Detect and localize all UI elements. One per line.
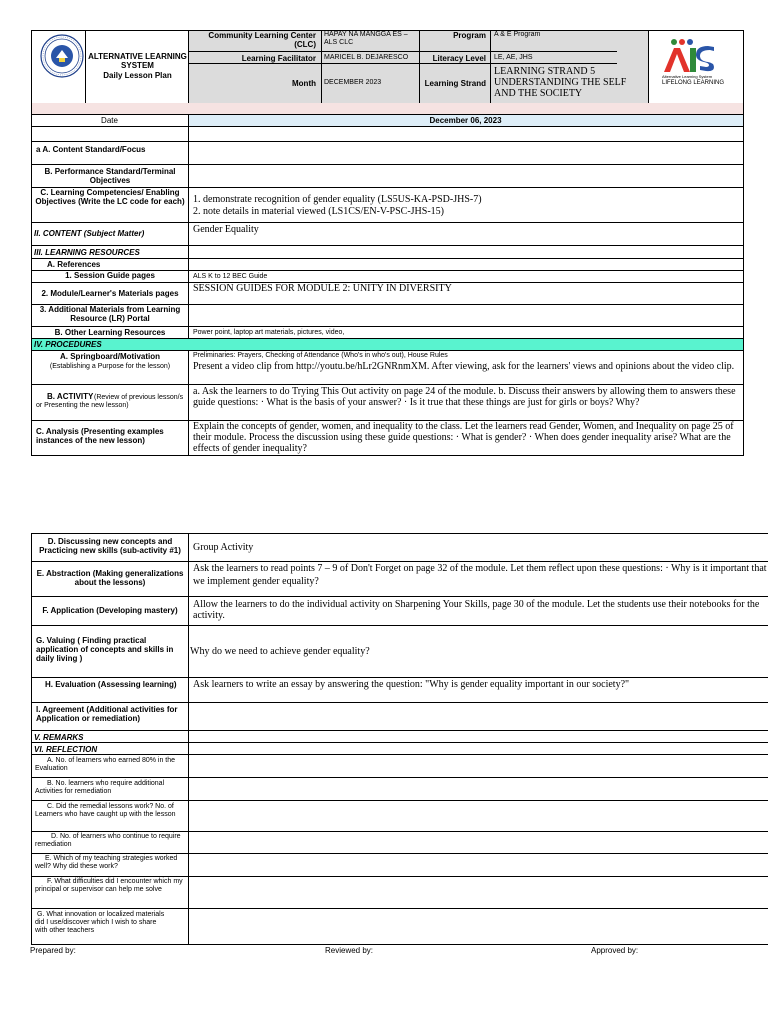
reflection-f: F. What difficulties did I encounter which my principal or supervisor can help me solve — [35, 878, 183, 893]
clc-value: HAPAY NA MANGGA ES – ALS CLC — [324, 31, 408, 46]
abstraction-value: Ask the learners to read points 7 – 9 of Don't Forget on page 32 of the module. Let them reflect upon these questions: · Why is it important that we implement gender equality? — [193, 563, 767, 587]
reflection-b: B. No. learners who require additional Activities for remediation — [35, 780, 165, 795]
discussing-label: D. Discussing new concepts and Practicing new skills (sub-activity #1) — [39, 537, 181, 555]
reflection-a: A. No. of learners who earned 80% in the Evaluation — [35, 757, 176, 772]
other-resources-value: Power point, laptop art materials, pictures, video, — [193, 329, 345, 336]
analysis-label: C. Analysis (Presenting examples instances of the new lesson) — [36, 427, 164, 445]
competency-2: 2. note details in material viewed (LS1CS/EN-V-PSC-JHS-15) — [193, 206, 444, 217]
other-resources-label: B. Other Learning Resources — [54, 328, 166, 337]
reflection-c: C. Did the remedial lessons work? No. of Learners who have caught up with the lesson — [35, 803, 176, 818]
activity-label: B. ACTIVITY — [47, 392, 94, 401]
abstraction-label: E. Abstraction (Making generalizations about the lessons) — [36, 569, 184, 587]
performance-standard-label: B. Performance Standard/Terminal Objectives — [44, 167, 176, 185]
springboard-label: A. Springboard/Motivation — [60, 352, 160, 361]
content-standard-label: a A. Content Standard/Focus — [36, 145, 146, 154]
springboard-value-2: Present a video clip from http://youtu.be/hLr2GNRnmXM. After viewing, ask for the learners' views and opinions about the video clip. — [193, 361, 735, 372]
agreement-label: I. Agreement (Additional activities for Application or remediation) — [36, 705, 178, 723]
als-logo-small: Alternative Learning System — [662, 74, 713, 79]
strand-value: LEARNING STRAND 5 UNDERSTANDING THE SELF AND THE SOCIETY — [494, 66, 627, 99]
learning-resources-label: III. LEARNING RESOURCES — [34, 248, 140, 257]
reflection-label: VI. REFLECTION — [34, 745, 98, 754]
month-label: Month — [292, 79, 316, 88]
als-logo — [660, 36, 736, 92]
module-label: 2. Module/Learner's Materials pages — [41, 289, 179, 298]
activity-value: a. Ask the learners to do Trying This Out activity on page 24 of the module. b. Discuss their answers by allowing them to answers these guide questions: · What is the basis of your answer? · Is it true that these things are just for girls or boys? Why? — [193, 386, 736, 408]
date-label: Date — [101, 116, 118, 125]
facilitator-label: Learning Facilitator — [241, 54, 316, 63]
references-label: A. References — [47, 260, 101, 269]
session-guide-value: ALS K to 12 BEC Guide — [193, 273, 268, 280]
als-logo-icon — [660, 36, 736, 76]
strand-label: Learning Strand — [424, 79, 486, 88]
clc-label: Community Learning Center (CLC) — [208, 31, 316, 49]
discussing-value: Group Activity — [193, 542, 254, 553]
date-value: December 06, 2023 — [429, 116, 502, 125]
valuing-value: Why do we need to achieve gender equality? — [190, 646, 370, 657]
approved-by: Approved by: — [591, 946, 639, 955]
als-logo-tagline: LIFELONG LEARNING — [662, 80, 725, 86]
content-label: II. CONTENT (Subject Matter) — [34, 229, 145, 238]
literacy-label: Literacy Level — [432, 54, 486, 63]
deped-seal-icon — [40, 34, 84, 78]
application-label: F. Application (Developing mastery) — [42, 606, 178, 615]
prepared-by: Prepared by: — [30, 946, 76, 955]
analysis-value: Explain the concepts of gender, women, and inequality to the class. Let the learners read Gender, Women, and Inequality on page 25 of their module. Process the discussion using these guide questions: · What is gender? · When does gender inequality arise? What are the effects of gender inequality? — [193, 421, 734, 454]
content-value: Gender Equality — [193, 224, 259, 235]
program-value: A & E Program — [494, 31, 541, 38]
springboard-sub: (Establishing a Purpose for the lesson) — [49, 363, 171, 370]
org-name-line1: ALTERNATIVE LEARNING — [88, 52, 187, 61]
springboard-value-1: Preliminaries: Prayers, Checking of Attendance (Who's in who's out), House Rules — [193, 352, 448, 359]
evaluation-label: H. Evaluation (Assessing learning) — [45, 680, 177, 689]
plan-title: Daily Lesson Plan — [103, 71, 172, 80]
procedures-label: IV. PROCEDURES — [34, 340, 102, 349]
org-name-line2: SYSTEM — [121, 61, 154, 70]
reviewed-by: Reviewed by: — [325, 946, 374, 955]
facilitator-value: MARICEL B. DEJARESCO — [324, 54, 409, 61]
valuing-label: G. Valuing ( Finding practical application of concepts and skills in daily living ) — [36, 636, 174, 663]
competency-1: 1. demonstrate recognition of gender equality (LS5US-KA-PSD-JHS-7) — [193, 194, 482, 205]
reflection-e: E. Which of my teaching strategies worked well? Why did these work? — [35, 855, 178, 870]
literacy-value: LE, AE, JHS — [494, 54, 533, 61]
month-value: DECEMBER 2023 — [324, 79, 382, 86]
remarks-label: V. REMARKS — [34, 733, 84, 742]
reflection-g: G. What innovation or localized materials did I use/discover which I wish to share with other teachers — [35, 911, 165, 934]
program-label: Program — [453, 31, 486, 40]
reflection-d: D. No. of learners who continue to require remediation — [35, 833, 181, 848]
application-value: Allow the learners to do the individual activity on Sharpening Your Skills, page 30 of the module. Let the students use their notebooks for the activity. — [193, 599, 760, 621]
evaluation-value: Ask learners to write an essay by answering the question: "Why is gender equality important in our society?" — [193, 679, 630, 690]
module-value: SESSION GUIDES FOR MODULE 2: UNITY IN DIVERSITY — [193, 283, 452, 294]
additional-materials-label: 3. Additional Materials from Learning Resource (LR) Portal — [39, 305, 181, 323]
session-guide-label: 1. Session Guide pages — [65, 271, 155, 280]
learning-competencies-label: C. Learning Competencies/ Enabling Objectives (Write the LC code for each) — [35, 188, 185, 206]
activity-sub: (Review of previous lesson/s or Presenting the new lesson) — [36, 394, 184, 409]
